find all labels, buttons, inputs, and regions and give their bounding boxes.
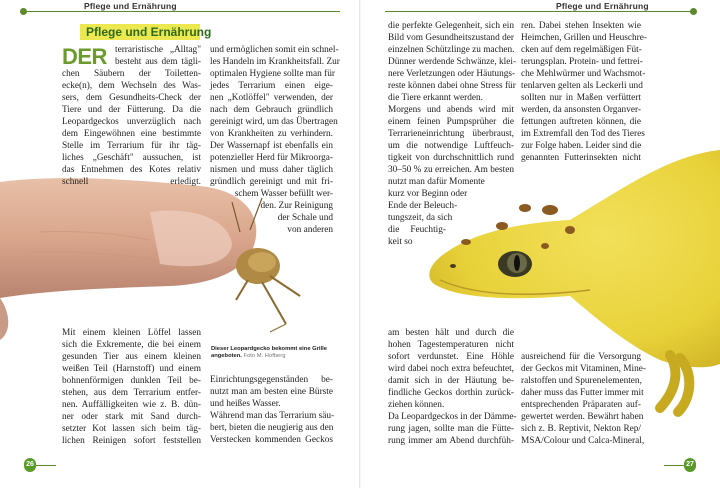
text-line: gründlich gereinigt und mit fri- — [210, 177, 333, 187]
header-rule-right — [385, 11, 693, 12]
text-line: Tiere und der Fütterung. Da die — [62, 105, 201, 115]
text-line: setzter Kot lassen sich beim täg- — [62, 424, 201, 434]
text-line: ner oder stark mit Sand durch- — [62, 412, 201, 422]
text-line: che Mehlwürmer und Wachsmot- — [521, 69, 646, 79]
text-line: tungszeit, da sich — [388, 213, 453, 223]
col3-top — [388, 20, 517, 248]
text-line: die perfekte Gelegenheit, sich ein — [388, 21, 514, 31]
text-line: Dünner werdende Schwänze, klei- — [388, 57, 517, 67]
text-line: hohen Tagestemperaturen nicht — [388, 340, 514, 350]
text-line: daher muss das Futter immer mit — [521, 388, 644, 398]
col1-bottom — [62, 327, 201, 447]
text-line: chen Säubern der Toiletten- — [62, 69, 201, 79]
text-line: genannten Futterinsekten nicht — [521, 153, 641, 163]
text-line: sollten nur in Maßen verfüttert — [521, 93, 641, 103]
text-line: und ermöglichen somit ein schnel- — [210, 45, 339, 55]
text-line: entsprechenden Präparaten auf- — [521, 400, 641, 410]
text-line: sich die Exkremente, die bei einem — [62, 340, 201, 350]
text-line: kurz vor Beginn oder — [388, 189, 468, 199]
text-line: bohnenförmigen dunklen Teil be- — [62, 376, 201, 386]
drop-cap: DER — [62, 44, 107, 69]
footer-rule-left — [36, 465, 56, 466]
text-line: gewertet werden. Bewährt haben — [521, 412, 644, 422]
text-line: les Handeln im Krankheitsfall. Zur — [210, 57, 340, 67]
col4-top — [521, 20, 647, 164]
col1-intro-short — [115, 44, 201, 68]
text-line: von Krankheiten zu verhindern. — [210, 129, 333, 139]
col2-top — [210, 44, 340, 236]
text-line: damit sich in der Häutung be- — [388, 376, 514, 386]
text-line: nismen und muss daher täglich — [210, 165, 333, 175]
text-line: einem feinen Pumpsprüher die — [388, 117, 514, 127]
text-line: keit so — [388, 237, 413, 247]
text-line: findliche Geckos dorthin zurück- — [388, 388, 514, 398]
col2-bottom — [210, 374, 333, 446]
text-line: zur Folge haben. Leider sind die — [521, 141, 642, 151]
text-line: terraristische „Alltag" — [115, 45, 201, 55]
text-line: Morgens und abends wird mit — [388, 105, 514, 115]
text-line: lichen Reinigen sofort feststellen — [62, 436, 201, 446]
text-line: bert, bieten die neugierig aus den — [210, 423, 334, 433]
text-line: gereinigt wird, um das Übertragen — [210, 117, 338, 127]
text-line: das Entnehmen des Kotes relativ — [62, 165, 201, 175]
text-line: rung jagen, sollte man die Fütte- — [388, 424, 514, 434]
header-rule-left — [24, 11, 340, 12]
section-title: Pflege und Ernährung — [86, 25, 212, 39]
text-line: Mit einem kleinen Löffel lassen — [62, 328, 201, 338]
header-dot-right — [690, 8, 697, 15]
text-line: ren. Dabei stehen Insekten wie — [521, 21, 641, 31]
text-line: gesunden Tier aus einem kleinen — [62, 352, 201, 362]
text-line: Leopardgeckos unverzüglich nach — [62, 117, 201, 127]
text-line: um die notwendige Luftfeuch- — [388, 141, 514, 151]
text-line: nutzt man dafür Momente — [388, 177, 485, 187]
text-line: weißen Teil (Harnstoff) und einem — [62, 364, 201, 374]
photo-credit: Foto M. Hofberg — [243, 353, 286, 359]
text-line: der Schale und — [277, 213, 333, 223]
text-line: terungsplan. Protein- und fettrei- — [521, 57, 643, 67]
text-line: von anderen — [287, 225, 333, 235]
page-number-right: 27 — [684, 458, 696, 472]
page-gutter — [359, 0, 361, 488]
footer-rule-right — [664, 465, 684, 466]
text-line: ralstoffen und Spurenelementen, — [521, 376, 642, 386]
text-line: wird dabei noch extra befeuchtet, — [388, 364, 514, 374]
text-line: werden, da ansonsten Organver- — [521, 105, 641, 115]
text-line: Bild vom Gesundheitszustand der — [388, 33, 514, 43]
text-line: nere Verletzungen oder Häutungs- — [388, 69, 516, 79]
running-header-left: Pflege und Ernährung — [84, 1, 177, 11]
text-line: nen „Kotlöffel" verwenden, der — [210, 93, 333, 103]
text-line: der Geckos mit Vitaminen, Mine- — [521, 364, 647, 374]
text-line: sofort verdunstet. Eine Höhle — [388, 352, 514, 362]
text-line: tenlarven gelten als Leckerli und — [521, 81, 643, 91]
text-line: fettungen auftreten können, die — [521, 117, 641, 127]
text-line: liches „Geschäft" aussuchen, ist — [62, 153, 201, 163]
running-header-right: Pflege und Ernährung — [556, 1, 649, 11]
text-line: Terrarieneinrichtung überbraust, — [388, 129, 514, 139]
text-line: Während man das Terrarium säu- — [210, 411, 335, 421]
text-line: Heimchen, Grillen und Heuschre- — [521, 33, 647, 43]
page-number-left: 26 — [24, 458, 36, 472]
text-line: sers, dem Gesundheits-Check der — [62, 93, 201, 103]
text-line: besteht aus dem tägli- — [115, 57, 201, 67]
text-line: Stelle im Terrarium für ihr täg- — [62, 141, 201, 151]
text-line: nutzt man am besten eine Bürste — [210, 387, 333, 397]
text-line: dem Eingewöhnen eine bestimmte — [62, 129, 201, 139]
text-line: Verstecken kommenden Geckos — [210, 435, 333, 445]
text-line: stehen, aus dem Terrarium entfer- — [62, 388, 201, 398]
text-line: ziehen können. — [388, 400, 445, 410]
caption-text: Dieser Leopardgecko bekommt eine Grille angeboten. — [211, 346, 327, 359]
text-line: Der Wassernapf ist ebenfalls ein — [210, 141, 333, 151]
text-line: MSA/Colour und Calca-Mineral, — [521, 436, 645, 446]
text-line: sich z. B. Reptivit, Nekton Rep/ — [521, 424, 641, 434]
text-line: ecke(n), dem Wechseln des Was- — [62, 81, 201, 91]
header-dot-left — [20, 8, 27, 15]
text-line: tigkeit von durchschnittlich rund — [388, 153, 514, 163]
text-line: und heißes Wasser. — [210, 399, 281, 409]
text-line: rung immer am Abend durchfüh- — [388, 436, 514, 446]
text-line: einzelnen Schützlinge zu machen. — [388, 45, 515, 55]
text-line: cken auf dem regelmäßigen Füt- — [521, 45, 642, 55]
text-line: potenzieller Herd für Mikroorga- — [210, 153, 333, 163]
text-line: Da Leopardgeckos in der Dämme- — [388, 412, 517, 422]
text-line: ausreichend für die Versorgung — [521, 352, 641, 362]
text-line: Ende der Beleuch- — [388, 201, 458, 211]
text-line: reste können dabei ohne Stress für — [388, 81, 516, 91]
col3-bottom — [388, 327, 517, 447]
text-line: jedes Terrarium einen eige- — [210, 81, 333, 91]
photo-caption — [211, 346, 331, 360]
text-line: im Extremfall den Tod des Tieres — [521, 129, 645, 139]
text-line: 30–50 % zu erreichen. Am besten — [388, 165, 514, 175]
text-line: die Tiere erkannt werden. — [388, 93, 484, 103]
text-line: schnell erledigt. — [62, 177, 201, 187]
text-line: nach dem Gebrauch gründlich — [210, 105, 333, 115]
text-line: den. Zur Reinigung — [260, 201, 333, 211]
text-line: am besten hält und durch die — [388, 328, 514, 338]
col1-intro — [62, 68, 201, 188]
text-line: die Feuchtig- — [388, 225, 446, 235]
text-line: schem Wasser befüllt wer- — [234, 189, 333, 199]
text-line: optimalen Hygiene sollte man für — [210, 69, 335, 79]
text-line: Einrichtungsgegenständen be- — [210, 375, 333, 385]
text-line: nen. Auffälligkeiten wie z. B. dün- — [62, 400, 201, 410]
col4-bottom — [521, 351, 647, 447]
